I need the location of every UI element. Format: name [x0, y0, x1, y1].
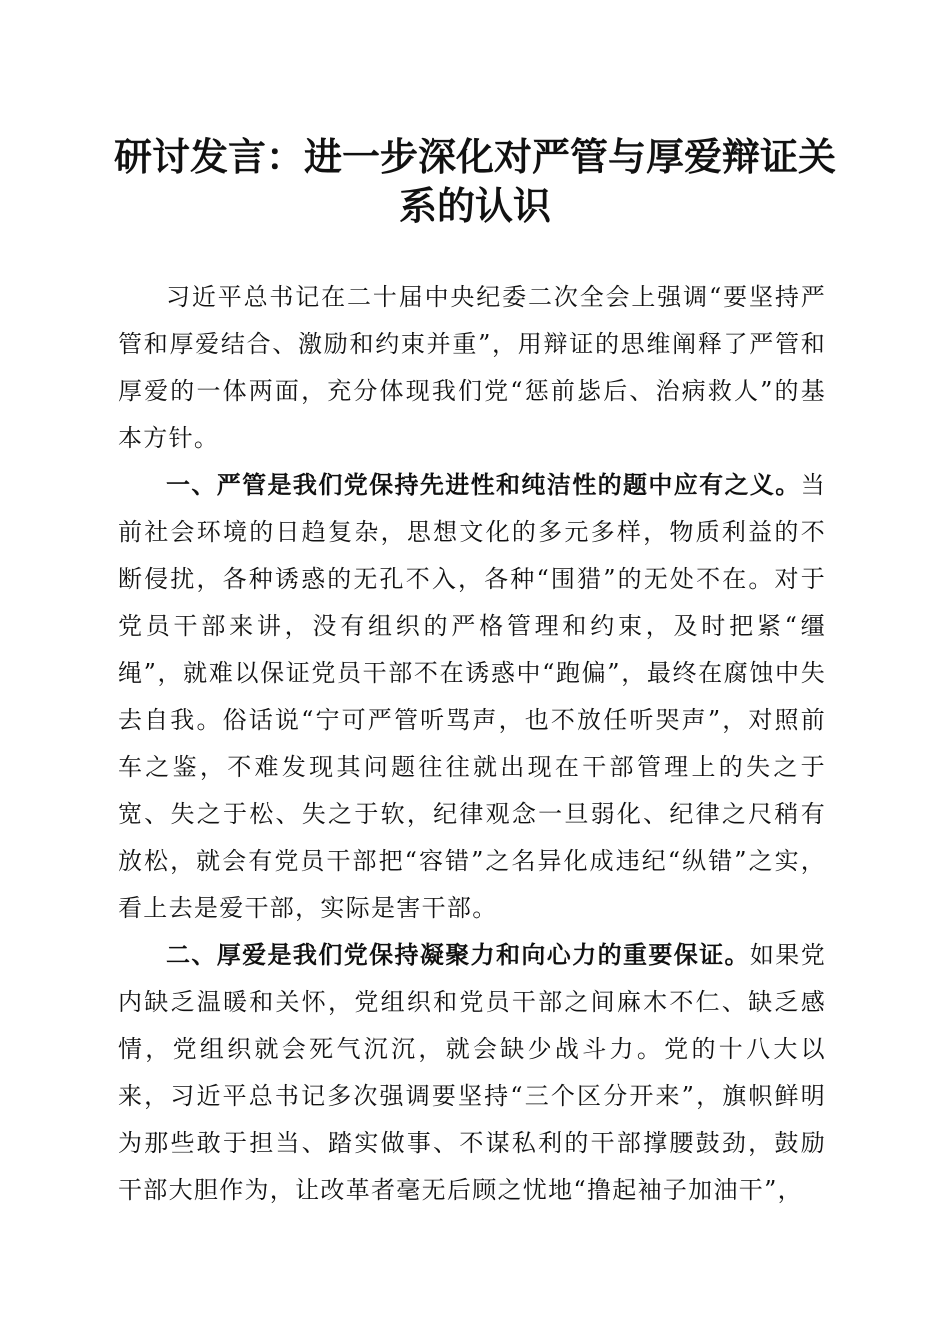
section-heading: 一、严管是我们党保持先进性和纯洁性的题中应有之义。	[166, 471, 801, 499]
section-heading: 二、厚爱是我们党保持凝聚力和向心力的重要保证。	[166, 941, 750, 969]
document-title: 研讨发言：进一步深化对严管与厚爱辩证关系的认识	[113, 134, 836, 228]
paragraph-text: 习近平总书记在二十届中央纪委二次全会上强调“要坚持严管和厚爱结合、激励和约束并重”，用辩证的思维阐释了严管和厚爱的一体两面，充分体现我们党“惩前毖后、治病救人”的基本方针。	[118, 283, 826, 452]
paragraph-section-2	[118, 932, 826, 1214]
document-body	[118, 274, 826, 1214]
paragraph-text: 如果党内缺乏温暖和关怀，党组织和党员干部之间麻木不仁、缺乏感情，党组织就会死气沉沉，就会缺少战斗力。党的十八大以来，习近平总书记多次强调要坚持“三个区分开来”，旗帜鲜明为那些敢于担当、踏实做事、不谋私利的干部撑腰鼓劲，鼓励干部大胆作为，让改革者毫无后顾之忧地“撸起袖子加油干”，	[118, 941, 826, 1204]
paragraph-text: 当前社会环境的日趋复杂，思想文化的多元多样，物质利益的不断侵扰，各种诱惑的无孔不入，各种“围猎”的无处不在。对于党员干部来讲，没有组织的严格管理和约束，及时把紧“缰绳”，就难以保证党员干部不在诱惑中“跑偏”，最终在腐蚀中失去自我。俗话说“宁可严管听骂声，也不放任听哭声”，对照前车之鉴，不难发现其问题往往就出现在干部管理上的失之于宽、失之于松、失之于软，纪律观念一旦弱化、纪律之尺稍有放松，就会有党员干部把“容错”之名异化成违纪“纵错”之实，看上去是爱干部，实际是害干部。	[118, 471, 826, 922]
paragraph-intro	[118, 274, 826, 462]
paragraph-section-1	[118, 462, 826, 932]
